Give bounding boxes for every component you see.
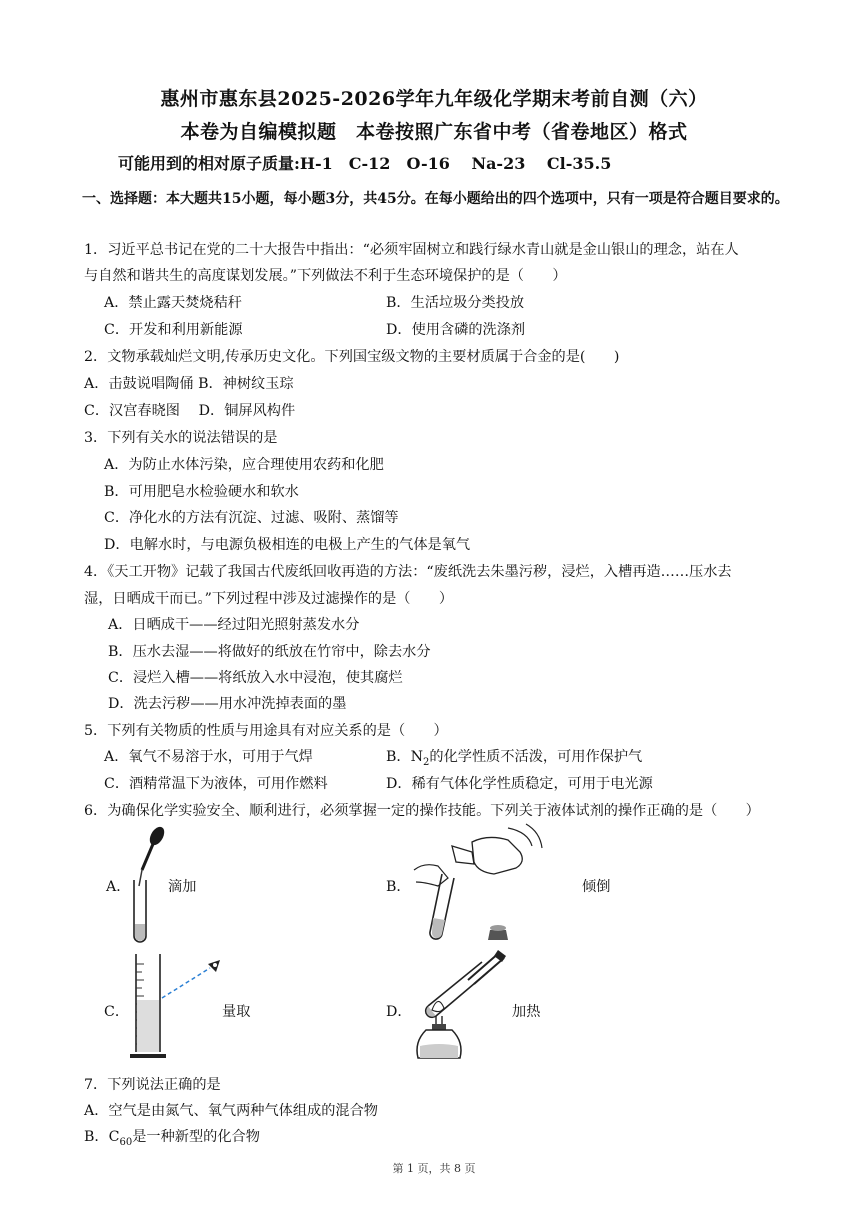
q6-option-d-letter: D． — [386, 1004, 412, 1020]
q3-option-b: B．可用肥皂水检验硬水和软水 — [104, 484, 299, 500]
q7-stem: 7．下列说法正确的是 — [84, 1077, 221, 1093]
q4-option-d: D．洗去污秽——用水冲洗掉表面的墨 — [108, 696, 347, 712]
q1-stem-line1: 1．习近平总书记在党的二十大报告中指出：“必须牢固树立和践行绿水青山就是金山银山的理念，站在人 — [84, 242, 739, 258]
q6-option-c-label: 量取 — [222, 1004, 251, 1020]
q1-stem-line2: 与自然和谐共生的高度谋划发展。”下列做法不利于生态环境保护的是（ ） — [84, 268, 567, 284]
q3-stem: 3．下列有关水的说法错误的是 — [84, 430, 278, 446]
q6-option-b-label: 倾倒 — [582, 879, 611, 895]
q5-stem: 5．下列有关物质的性质与用途具有对应关系的是（ ） — [84, 723, 448, 739]
q6-option-a-label: 滴加 — [168, 879, 197, 895]
q6-option-b-letter: B． — [386, 879, 411, 895]
page-footer: 第 1 页，共 8 页 — [392, 1162, 476, 1175]
q1-option-a: A．禁止露天焚烧秸秆 — [104, 295, 242, 311]
exam-title: 惠州市惠东县2025-2026学年九年级化学期末考前自测（六） — [160, 88, 708, 110]
q2-options-cd: C．汉宫春晓图 D．铜屏风构件 — [84, 403, 296, 419]
dropper-test-tube-figure — [120, 824, 170, 948]
q6-option-d-label: 加热 — [512, 1004, 541, 1020]
q3-option-c: C．净化水的方法有沉淀、过滤、吸附、蒸馏等 — [104, 510, 399, 526]
atomic-masses: 可能用到的相对原子质量:H-1 C-12 O-16 Na-23 Cl-35.5 — [118, 154, 612, 173]
q2-options-ab: A．击鼓说唱陶俑 B．神树纹玉琮 — [84, 376, 294, 392]
q5-option-d: D．稀有气体化学性质稳定，可用于电光源 — [386, 776, 653, 792]
graduated-cylinder-figure — [126, 950, 236, 1062]
q4-stem-line2: 湿，日晒成干而已。”下列过程中涉及过滤操作的是（ ） — [84, 591, 454, 607]
pouring-figure — [408, 822, 568, 942]
exam-subtitle: 本卷为自编模拟题 本卷按照广东省中考（省卷地区）格式 — [180, 121, 688, 143]
q4-option-b: B．压水去湿——将做好的纸放在竹帘中，除去水分 — [108, 644, 431, 660]
q4-stem-line1: 4．《天工开物》记载了我国古代废纸回收再造的方法：“废纸洗去朱墨污秽，浸烂，入槽再造……压水去 — [84, 564, 732, 580]
q1-option-d: D．使用含磷的洗涤剂 — [386, 322, 526, 338]
section-heading: 一、选择题：本大题共15小题，每小题3分，共45分。在每小题给出的四个选项中，只有一项是符合题目要求的。 — [82, 191, 789, 207]
q1-option-b: B．生活垃圾分类投放 — [386, 295, 525, 311]
q6-option-c-letter: C． — [104, 1004, 130, 1020]
q6-option-a-letter: A． — [106, 879, 131, 895]
q5-option-c: C．酒精常温下为液体，可用作燃料 — [104, 776, 328, 792]
heating-figure — [408, 950, 508, 1066]
q1-option-c: C．开发和利用新能源 — [104, 322, 243, 338]
q2-stem: 2．文物承载灿烂文明,传承历史文化。下列国宝级文物的主要材质属于合金的是( ) — [84, 349, 620, 365]
q4-option-c: C．浸烂入槽——将纸放入水中浸泡，使其腐烂 — [108, 670, 403, 686]
q5-option-a: A．氧气不易溶于水，可用于气焊 — [104, 749, 313, 765]
q7-option-a: A．空气是由氮气、氧气两种气体组成的混合物 — [84, 1103, 378, 1119]
q3-option-a: A．为防止水体污染，应合理使用农药和化肥 — [104, 457, 384, 473]
q5-option-b: B．$N_2$的化学性质不活泼，可用作保护气 — [386, 749, 643, 768]
q6-stem: 6．为确保化学实验安全、顺利进行，必须掌握一定的操作技能。下列关于液体试剂的操作正确的是（ ） — [84, 803, 760, 819]
q3-option-d: D．电解水时，与电源负极相连的电极上产生的气体是氧气 — [104, 537, 471, 553]
q4-option-a: A．日晒成干——经过阳光照射蒸发水分 — [108, 617, 360, 633]
q7-option-b: B．$C_{60}$是一种新型的化合物 — [84, 1129, 260, 1148]
